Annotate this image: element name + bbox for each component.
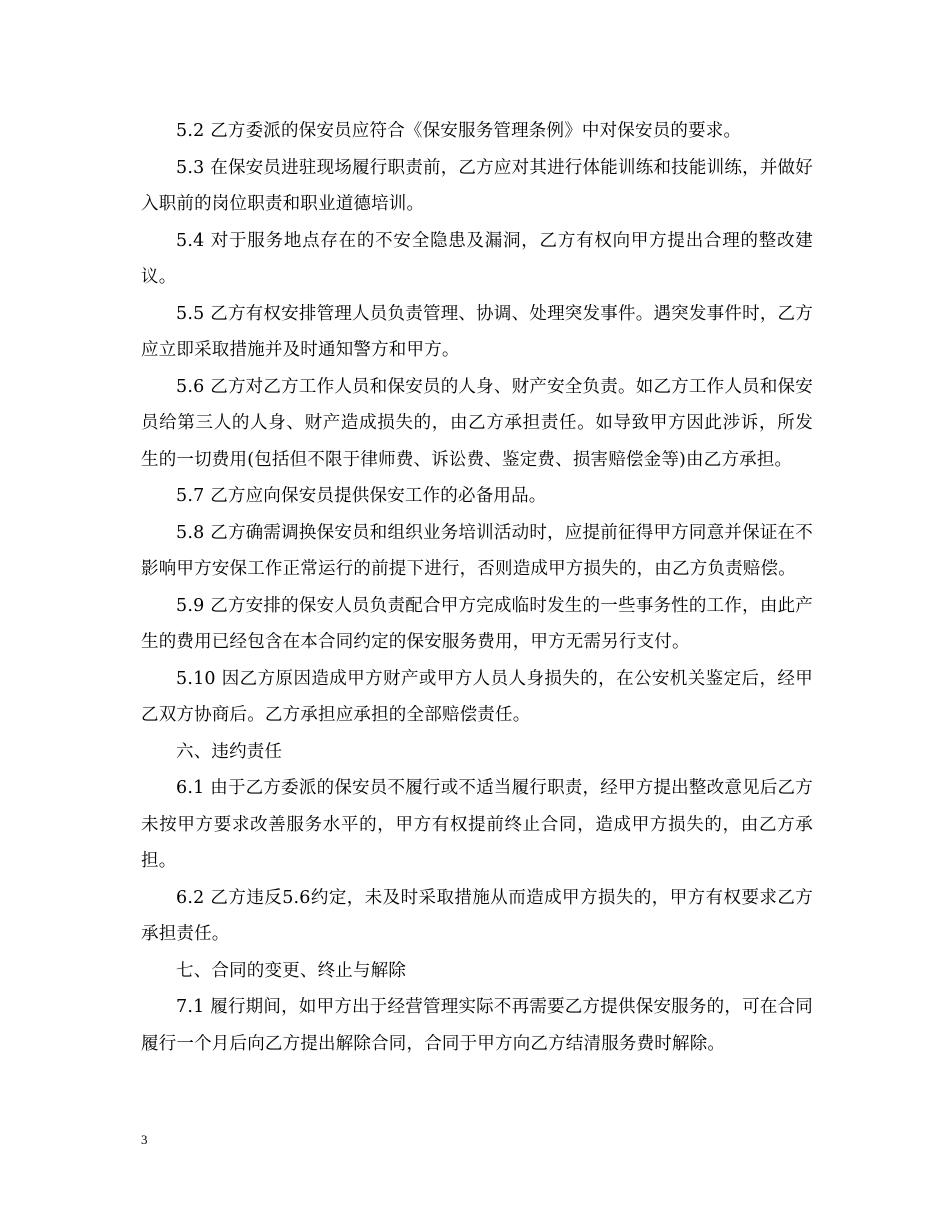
clause-5-6: 5.6 乙方对乙方工作人员和保安员的人身、财产安全负责。如乙方工作人员和保安员给第三人的人身、财产造成损失的，由乙方承担责任。如导致甲方因此涉诉，所发生的一切费用(包括但不限于律师费、诉讼费、鉴定费、损害赔偿金等)由乙方承担。 xyxy=(141,376,813,470)
clause-5-7: 5.7 乙方应向保安员提供保安工作的必备用品。 xyxy=(176,486,547,506)
clause-5-8: 5.8 乙方确需调换保安员和组织业务培训活动时，应提前征得甲方同意并保证在不影响甲方安保工作正常运行的前提下进行，否则造成甲方损失的，由乙方负责赔偿。 xyxy=(141,522,813,579)
section-heading-6: 六、违约责任 xyxy=(176,741,283,762)
clause-5-2: 5.2 乙方委派的保安员应符合《保安服务管理条例》中对保安员的要求。 xyxy=(176,121,742,141)
document-body xyxy=(141,113,813,1062)
clause-5-4: 5.4 对于服务地点存在的不安全隐患及漏洞，乙方有权向甲方提出合理的整改建议。 xyxy=(141,230,813,287)
clause-6-2: 6.2 乙方违反5.6约定，未及时采取措施从而造成甲方损失的，甲方有权要求乙方承担责任。 xyxy=(141,887,813,944)
clause-5-10: 5.10 因乙方原因造成甲方财产或甲方人员人身损失的，在公安机关鉴定后，经甲乙双方协商后。乙方承担应承担的全部赔偿责任。 xyxy=(141,668,813,725)
clause-6-1: 6.1 由于乙方委派的保安员不履行或不适当履行职责，经甲方提出整改意见后乙方未按甲方要求改善服务水平的，甲方有权提前终止合同，造成甲方损失的，由乙方承担。 xyxy=(141,778,813,871)
clause-7-1: 7.1 履行期间，如甲方出于经营管理实际不再需要乙方提供保安服务的，可在合同履行一个月后向乙方提出解除合同，合同于甲方向乙方结清服务费时解除。 xyxy=(141,997,813,1054)
page-number: 3 xyxy=(141,1132,148,1147)
section-heading-7: 七、合同的变更、终止与解除 xyxy=(176,960,407,981)
clause-5-3: 5.3 在保安员进驻现场履行职责前，乙方应对其进行体能训练和技能训练，并做好入职前的岗位职责和职业道德培训。 xyxy=(141,157,813,214)
clause-5-5: 5.5 乙方有权安排管理人员负责管理、协调、处理突发事件。遇突发事件时，乙方应立即采取措施并及时通知警方和甲方。 xyxy=(141,303,813,360)
clause-5-9: 5.9 乙方安排的保安人员负责配合甲方完成临时发生的一些事务性的工作，由此产生的费用已经包含在本合同约定的保安服务费用，甲方无需另行支付。 xyxy=(141,595,813,652)
